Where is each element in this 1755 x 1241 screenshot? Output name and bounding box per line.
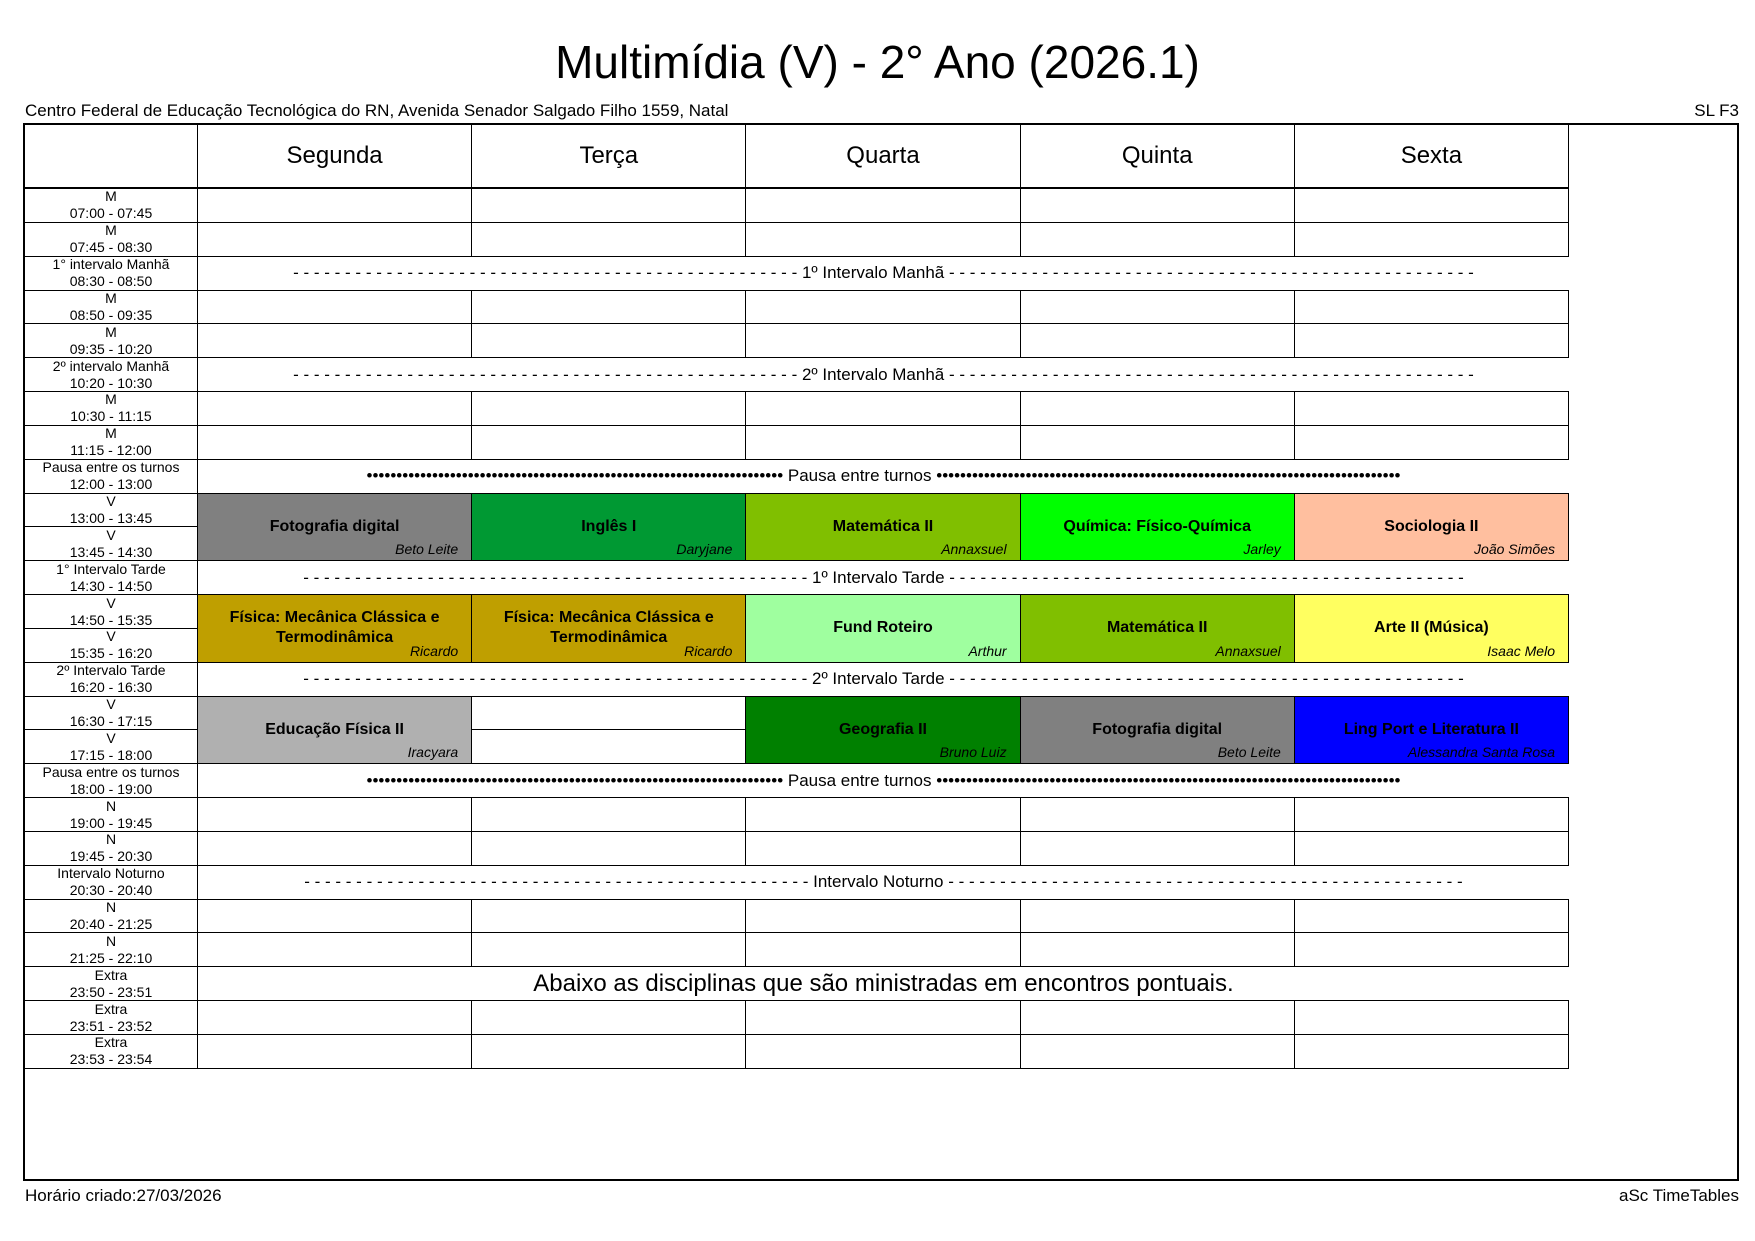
day-header-quinta <box>1021 125 1295 189</box>
day-header-segunda <box>198 125 472 189</box>
period-label: M <box>105 392 117 408</box>
lesson-card[interactable] <box>1295 697 1569 765</box>
lesson-teacher: Isaac Melo <box>1487 642 1555 659</box>
empty-slot[interactable] <box>746 933 1020 967</box>
lesson-teacher: Ricardo <box>409 642 459 659</box>
lesson-subject: Inglês I <box>581 517 637 535</box>
break-row <box>198 764 1569 798</box>
period-time-cell <box>25 900 198 934</box>
empty-slot[interactable] <box>1021 426 1295 460</box>
period-time: 20:40 - 21:25 <box>69 916 153 933</box>
lesson-subject: Sociologia II <box>1384 517 1479 535</box>
empty-slot[interactable] <box>746 189 1020 223</box>
period-label: 2º intervalo Manhã <box>52 358 170 374</box>
period-time-cell <box>25 933 198 967</box>
lesson-teacher: Jarley <box>1243 541 1281 558</box>
lesson-teacher: Beto Leite <box>395 541 459 558</box>
empty-slot[interactable] <box>1295 1035 1569 1069</box>
period-label: M <box>105 222 117 239</box>
lesson-teacher: Beto Leite <box>1217 744 1281 761</box>
period-time: 16:30 - 17:15 <box>69 713 153 730</box>
break-row <box>198 663 1569 697</box>
created-date: Horário criado:27/03/2026 <box>25 1186 222 1205</box>
period-label: 1° intervalo Manhã <box>52 256 170 273</box>
period-label: N <box>105 899 117 916</box>
empty-slot[interactable] <box>198 324 472 358</box>
period-label: Extra <box>94 967 128 983</box>
lesson-subject: Física: Mecânica Clássica e Termodinâmica <box>229 609 440 647</box>
empty-slot[interactable] <box>198 1001 472 1035</box>
lesson-card[interactable] <box>1021 494 1295 562</box>
period-time: 12:00 - 13:00 <box>69 476 153 493</box>
period-time-cell <box>25 1035 198 1069</box>
empty-slot[interactable] <box>198 392 472 426</box>
lesson-teacher: Alessandra Santa Rosa <box>1407 744 1555 761</box>
empty-slot[interactable] <box>198 832 472 866</box>
period-time: 09:35 - 10:20 <box>69 340 153 357</box>
period-time: 23:50 - 23:51 <box>69 983 153 1000</box>
period-label: Extra <box>94 1001 128 1017</box>
empty-slot[interactable] <box>1295 933 1569 967</box>
empty-slot[interactable] <box>472 1035 746 1069</box>
period-label: 1° Intervalo Tarde <box>56 561 166 577</box>
period-time: 23:51 - 23:52 <box>69 1017 153 1034</box>
day-label: Quarta <box>846 142 920 169</box>
period-label: M <box>105 324 117 340</box>
period-time-cell <box>25 561 198 595</box>
period-label: V <box>106 628 116 645</box>
lesson-subject: Educação Física II <box>265 720 404 738</box>
lesson-subject: Matemática II <box>1106 619 1208 637</box>
lesson-card[interactable] <box>472 494 746 562</box>
empty-slot[interactable] <box>1021 392 1295 426</box>
software-credit: aSc TimeTables <box>1619 1186 1739 1205</box>
period-time-cell <box>25 223 198 257</box>
period-time: 07:45 - 08:30 <box>69 239 153 256</box>
empty-slot[interactable] <box>1021 291 1295 325</box>
period-time-cell <box>25 291 198 325</box>
period-label: M <box>105 425 117 442</box>
empty-slot[interactable] <box>1021 798 1295 832</box>
lesson-teacher: Arthur <box>968 642 1007 659</box>
empty-slot[interactable] <box>746 324 1020 358</box>
lesson-subject: Química: Físico-Química <box>1063 517 1251 535</box>
empty-slot[interactable] <box>1295 426 1569 460</box>
empty-slot[interactable] <box>746 832 1020 866</box>
lesson-subject: Fotografia digital <box>1092 720 1223 738</box>
empty-slot[interactable] <box>472 1001 746 1035</box>
period-label: V <box>106 730 116 746</box>
period-time-cell <box>25 257 198 291</box>
empty-slot[interactable] <box>746 1001 1020 1035</box>
empty-slot[interactable] <box>1021 1035 1295 1069</box>
break-label: - - - - - - - - - - - - - - - - - - - - - - - - - - - - - - - - - - - - - - - - - - - - - - - - - 2º Intervalo Manhã - - - - - - - - - - - - - - - - - - - - - - - - - - - - - - - - - - - - - - - - - - - - - - - - - - - <box>293 364 1474 384</box>
timetable-grid <box>23 123 1739 1181</box>
period-label: V <box>106 595 116 611</box>
extra-note-row <box>198 967 1569 1001</box>
break-row <box>198 358 1569 392</box>
period-time: 23:53 - 23:54 <box>69 1051 153 1068</box>
empty-slot[interactable] <box>1021 1001 1295 1035</box>
empty-slot[interactable] <box>472 223 746 257</box>
period-time-cell <box>25 358 198 392</box>
empty-slot[interactable] <box>472 189 746 223</box>
period-time-cell <box>25 595 198 629</box>
break-row <box>198 866 1569 900</box>
break-label: - - - - - - - - - - - - - - - - - - - - - - - - - - - - - - - - - - - - - - - - - - - - - - - - - 2º Intervalo Tarde - - - - - - - - - - - - - - - - - - - - - - - - - - - - - - - - - - - - - - - - - - - - - - - - - - <box>303 669 1464 689</box>
lesson-subject: Ling Port e Literatura II <box>1343 720 1519 738</box>
period-label: M <box>105 290 117 306</box>
empty-slot[interactable] <box>1295 900 1569 934</box>
empty-slot[interactable] <box>472 324 746 358</box>
lesson-teacher: Daryjane <box>676 541 733 558</box>
period-time-cell <box>25 730 198 764</box>
period-label: M <box>105 189 117 205</box>
lesson-subject: Geografia II <box>838 720 927 738</box>
lesson-card[interactable] <box>198 697 472 765</box>
day-header-terça <box>472 125 746 189</box>
empty-slot[interactable] <box>1295 223 1569 257</box>
day-header-quarta <box>746 125 1020 189</box>
period-label: V <box>106 493 116 509</box>
lesson-teacher: Bruno Luiz <box>939 744 1007 761</box>
empty-slot[interactable] <box>198 426 472 460</box>
empty-slot[interactable] <box>198 223 472 257</box>
lesson-subject: Física: Mecânica Clássica e Termodinâmica <box>503 609 714 647</box>
lesson-card[interactable] <box>1021 595 1295 663</box>
empty-slot[interactable] <box>746 223 1020 257</box>
header-corner <box>25 125 198 189</box>
period-time: 14:30 - 14:50 <box>69 577 153 594</box>
empty-slot[interactable] <box>198 798 472 832</box>
day-header-sexta <box>1295 125 1569 189</box>
lesson-card[interactable] <box>746 697 1020 765</box>
break-row <box>198 460 1569 494</box>
period-label: N <box>105 798 117 814</box>
lesson-teacher: Ricardo <box>684 642 733 659</box>
lesson-card[interactable] <box>198 595 472 663</box>
period-time-cell <box>25 832 198 866</box>
period-time-cell <box>25 189 198 223</box>
day-label: Segunda <box>286 142 383 169</box>
empty-slot[interactable] <box>746 392 1020 426</box>
period-time-cell <box>25 629 198 663</box>
empty-slot[interactable] <box>1021 189 1295 223</box>
break-label: - - - - - - - - - - - - - - - - - - - - - - - - - - - - - - - - - - - - - - - - - - - - - - - - - 1º Intervalo Manhã - - - - - - - - - - - - - - - - - - - - - - - - - - - - - - - - - - - - - - - - - - - - - - - - - - - <box>293 263 1474 283</box>
lesson-subject: Matemática II <box>832 517 934 535</box>
empty-slot[interactable] <box>472 798 746 832</box>
empty-slot[interactable] <box>746 798 1020 832</box>
period-time-cell <box>25 460 198 494</box>
lesson-subject: Fund Roteiro <box>833 619 933 637</box>
lesson-card[interactable] <box>1295 595 1569 663</box>
period-time-cell <box>25 527 198 561</box>
empty-slot[interactable] <box>198 189 472 223</box>
period-time: 13:00 - 13:45 <box>69 509 153 526</box>
period-time-cell <box>25 1001 198 1035</box>
lesson-card[interactable] <box>746 494 1020 562</box>
period-time-cell <box>25 426 198 460</box>
page-title: Multimídia (V) - 2° Ano (2026.1) <box>555 36 1200 88</box>
period-time: 21:25 - 22:10 <box>69 949 153 966</box>
empty-slot[interactable] <box>472 291 746 325</box>
empty-slot[interactable] <box>472 426 746 460</box>
lesson-card[interactable] <box>746 595 1020 663</box>
empty-slot[interactable] <box>746 1035 1020 1069</box>
period-time-cell <box>25 866 198 900</box>
period-time: 13:45 - 14:30 <box>69 543 153 560</box>
period-label: N <box>105 831 117 848</box>
period-time: 18:00 - 19:00 <box>69 780 153 797</box>
period-time-cell <box>25 392 198 426</box>
period-time: 17:15 - 18:00 <box>69 746 153 763</box>
empty-slot[interactable] <box>1295 392 1569 426</box>
day-label: Sexta <box>1400 142 1463 169</box>
period-time: 19:45 - 20:30 <box>69 848 153 865</box>
period-time-cell <box>25 663 198 697</box>
empty-slot[interactable] <box>1295 832 1569 866</box>
empty-slot[interactable] <box>472 730 746 764</box>
period-time: 08:50 - 09:35 <box>69 306 153 323</box>
empty-slot[interactable] <box>472 933 746 967</box>
period-time: 19:00 - 19:45 <box>69 814 153 831</box>
break-row <box>198 257 1569 291</box>
lesson-teacher: Iracyara <box>407 744 459 761</box>
period-time: 11:15 - 12:00 <box>70 442 152 459</box>
empty-slot[interactable] <box>1295 798 1569 832</box>
period-time: 15:35 - 16:20 <box>69 645 153 662</box>
period-time-cell <box>25 764 198 798</box>
empty-slot[interactable] <box>746 900 1020 934</box>
empty-slot[interactable] <box>198 900 472 934</box>
period-label: 2º Intervalo Tarde <box>56 662 166 679</box>
period-time-cell <box>25 494 198 528</box>
lesson-card[interactable] <box>472 595 746 663</box>
empty-slot[interactable] <box>198 291 472 325</box>
period-time-cell <box>25 798 198 832</box>
empty-slot[interactable] <box>1295 291 1569 325</box>
period-time-cell <box>25 324 198 358</box>
empty-slot[interactable] <box>1021 324 1295 358</box>
period-label: V <box>106 696 116 713</box>
empty-slot[interactable] <box>1295 1001 1569 1035</box>
period-label: Pausa entre os turnos <box>42 764 180 780</box>
empty-slot[interactable] <box>198 933 472 967</box>
break-label: •••••••••••••••••••••••••••••••••••••••••••••••••••••••••••••••••••••• Pausa entre turnos •••••••••••••••••••••••••••••••••••••••••••••••••••••••••••••••••••••••••••••• <box>366 770 1401 790</box>
day-label: Terça <box>579 142 639 169</box>
period-time: 20:30 - 20:40 <box>69 882 153 899</box>
period-time-cell <box>25 967 198 1001</box>
empty-slot[interactable] <box>1021 832 1295 866</box>
empty-slot[interactable] <box>746 426 1020 460</box>
period-label: Intervalo Noturno <box>57 865 165 882</box>
empty-slot[interactable] <box>1021 223 1295 257</box>
lesson-teacher: Annaxsuel <box>941 541 1007 558</box>
empty-slot[interactable] <box>198 1035 472 1069</box>
lesson-teacher: Annaxsuel <box>1215 642 1281 659</box>
empty-slot[interactable] <box>1295 324 1569 358</box>
break-label: •••••••••••••••••••••••••••••••••••••••••••••••••••••••••••••••••••••• Pausa entre turnos •••••••••••••••••••••••••••••••••••••••••••••••••••••••••••••••••••••••••••••• <box>366 466 1401 486</box>
period-label: N <box>105 933 117 949</box>
period-time: 08:30 - 08:50 <box>69 273 153 290</box>
school-address: Centro Federal de Educação Tecnológica do RN, Avenida Senador Salgado Filho 1559, Natal <box>25 101 729 120</box>
room-label: SL F3 <box>1694 101 1739 120</box>
period-time: 10:30 - 11:15 <box>70 408 152 425</box>
empty-slot[interactable] <box>1021 933 1295 967</box>
break-row <box>198 561 1569 595</box>
lesson-subject: Fotografia digital <box>269 517 400 535</box>
period-label: V <box>106 527 116 543</box>
period-time: 07:00 - 07:45 <box>69 205 153 222</box>
empty-slot[interactable] <box>1295 189 1569 223</box>
period-label: Pausa entre os turnos <box>42 459 180 476</box>
empty-slot[interactable] <box>1021 900 1295 934</box>
lesson-card[interactable] <box>1021 697 1295 765</box>
lesson-subject: Arte II (Música) <box>1374 619 1489 637</box>
empty-slot[interactable] <box>472 697 746 731</box>
period-time: 14:50 - 15:35 <box>69 611 153 628</box>
break-label: - - - - - - - - - - - - - - - - - - - - - - - - - - - - - - - - - - - - - - - - - - - - - - - - - 1º Intervalo Tarde - - - - - - - - - - - - - - - - - - - - - - - - - - - - - - - - - - - - - - - - - - - - - - - - - - <box>303 567 1464 587</box>
period-label: Extra <box>94 1035 128 1051</box>
lesson-card[interactable] <box>1295 494 1569 562</box>
lesson-teacher: João Simões <box>1474 541 1555 558</box>
day-label: Quinta <box>1121 142 1193 169</box>
empty-slot[interactable] <box>746 291 1020 325</box>
period-time: 10:20 - 10:30 <box>69 374 153 391</box>
empty-slot[interactable] <box>472 900 746 934</box>
lesson-card[interactable] <box>198 494 472 562</box>
period-time: 16:20 - 16:30 <box>69 679 153 696</box>
break-label: - - - - - - - - - - - - - - - - - - - - - - - - - - - - - - - - - - - - - - - - - - - - - - - - - Intervalo Noturno - - - - - - - - - - - - - - - - - - - - - - - - - - - - - - - - - - - - - - - - - - - - - - - - - - <box>304 872 1463 892</box>
empty-slot[interactable] <box>472 392 746 426</box>
break-label: Abaixo as disciplinas que são ministradas em encontros pontuais. <box>533 969 1234 997</box>
period-time-cell <box>25 697 198 731</box>
empty-slot[interactable] <box>472 832 746 866</box>
